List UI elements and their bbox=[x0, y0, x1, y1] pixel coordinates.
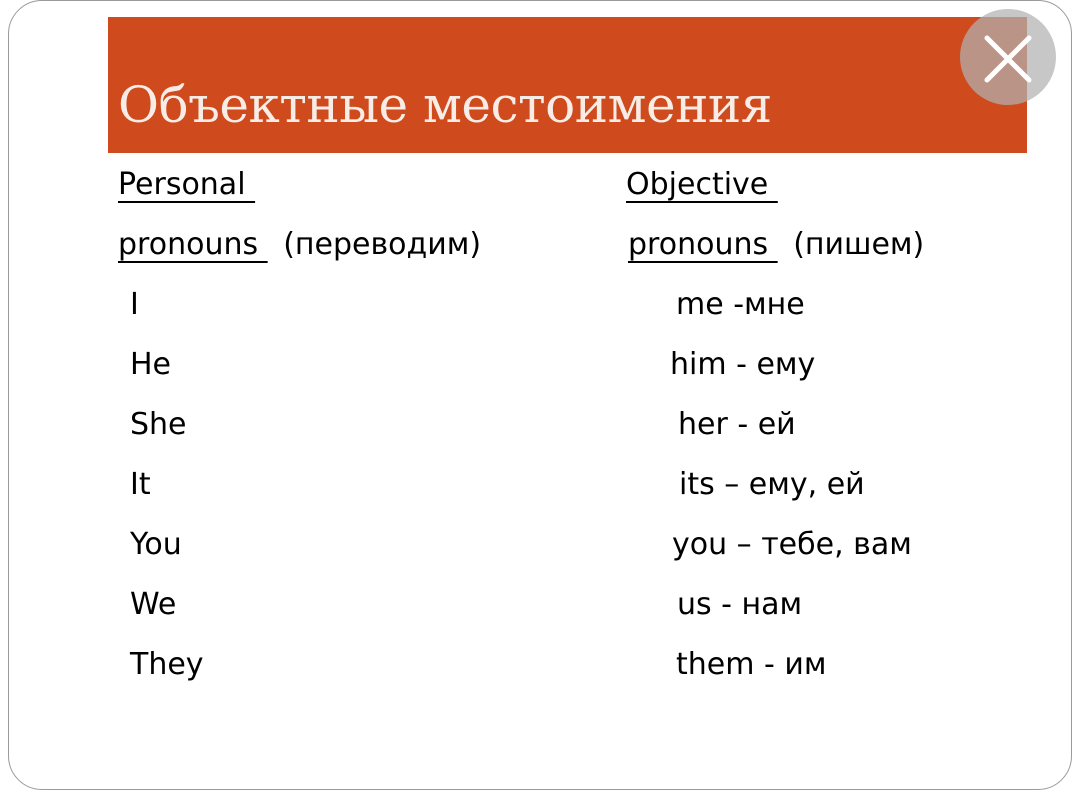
objective-pronoun: them - им bbox=[676, 647, 827, 682]
objective-pronoun: him - ему bbox=[670, 347, 816, 382]
objective-pronoun: you – тебе, вам bbox=[672, 527, 912, 562]
title-banner bbox=[108, 17, 1027, 153]
objective-pronoun: its – ему, ей bbox=[679, 467, 865, 502]
objective-header-line1: Objective bbox=[626, 167, 778, 202]
personal-pronoun: He bbox=[130, 347, 172, 382]
objective-header-line2 bbox=[628, 227, 924, 263]
objective-header-pronouns: pronouns bbox=[628, 227, 778, 262]
personal-pronoun: We bbox=[130, 587, 177, 622]
objective-pronoun: us - нам bbox=[677, 587, 803, 622]
personal-pronoun: They bbox=[130, 647, 204, 682]
close-button[interactable] bbox=[960, 9, 1056, 105]
objective-header-note: (пишем) bbox=[793, 227, 925, 262]
objective-pronoun: me -мне bbox=[676, 287, 805, 322]
close-icon bbox=[960, 9, 1056, 105]
personal-header-note: (переводим) bbox=[283, 227, 482, 262]
personal-pronoun: It bbox=[130, 467, 151, 502]
personal-header-line1: Personal bbox=[118, 167, 256, 202]
personal-pronoun: I bbox=[130, 287, 139, 322]
objective-pronoun: her - ей bbox=[678, 407, 796, 442]
personal-header-pronouns: pronouns bbox=[118, 227, 268, 262]
slide-title: Объектные местоимения bbox=[118, 76, 772, 134]
personal-pronoun: You bbox=[130, 527, 182, 562]
personal-pronoun: She bbox=[130, 407, 187, 442]
personal-header-line2 bbox=[118, 227, 481, 263]
